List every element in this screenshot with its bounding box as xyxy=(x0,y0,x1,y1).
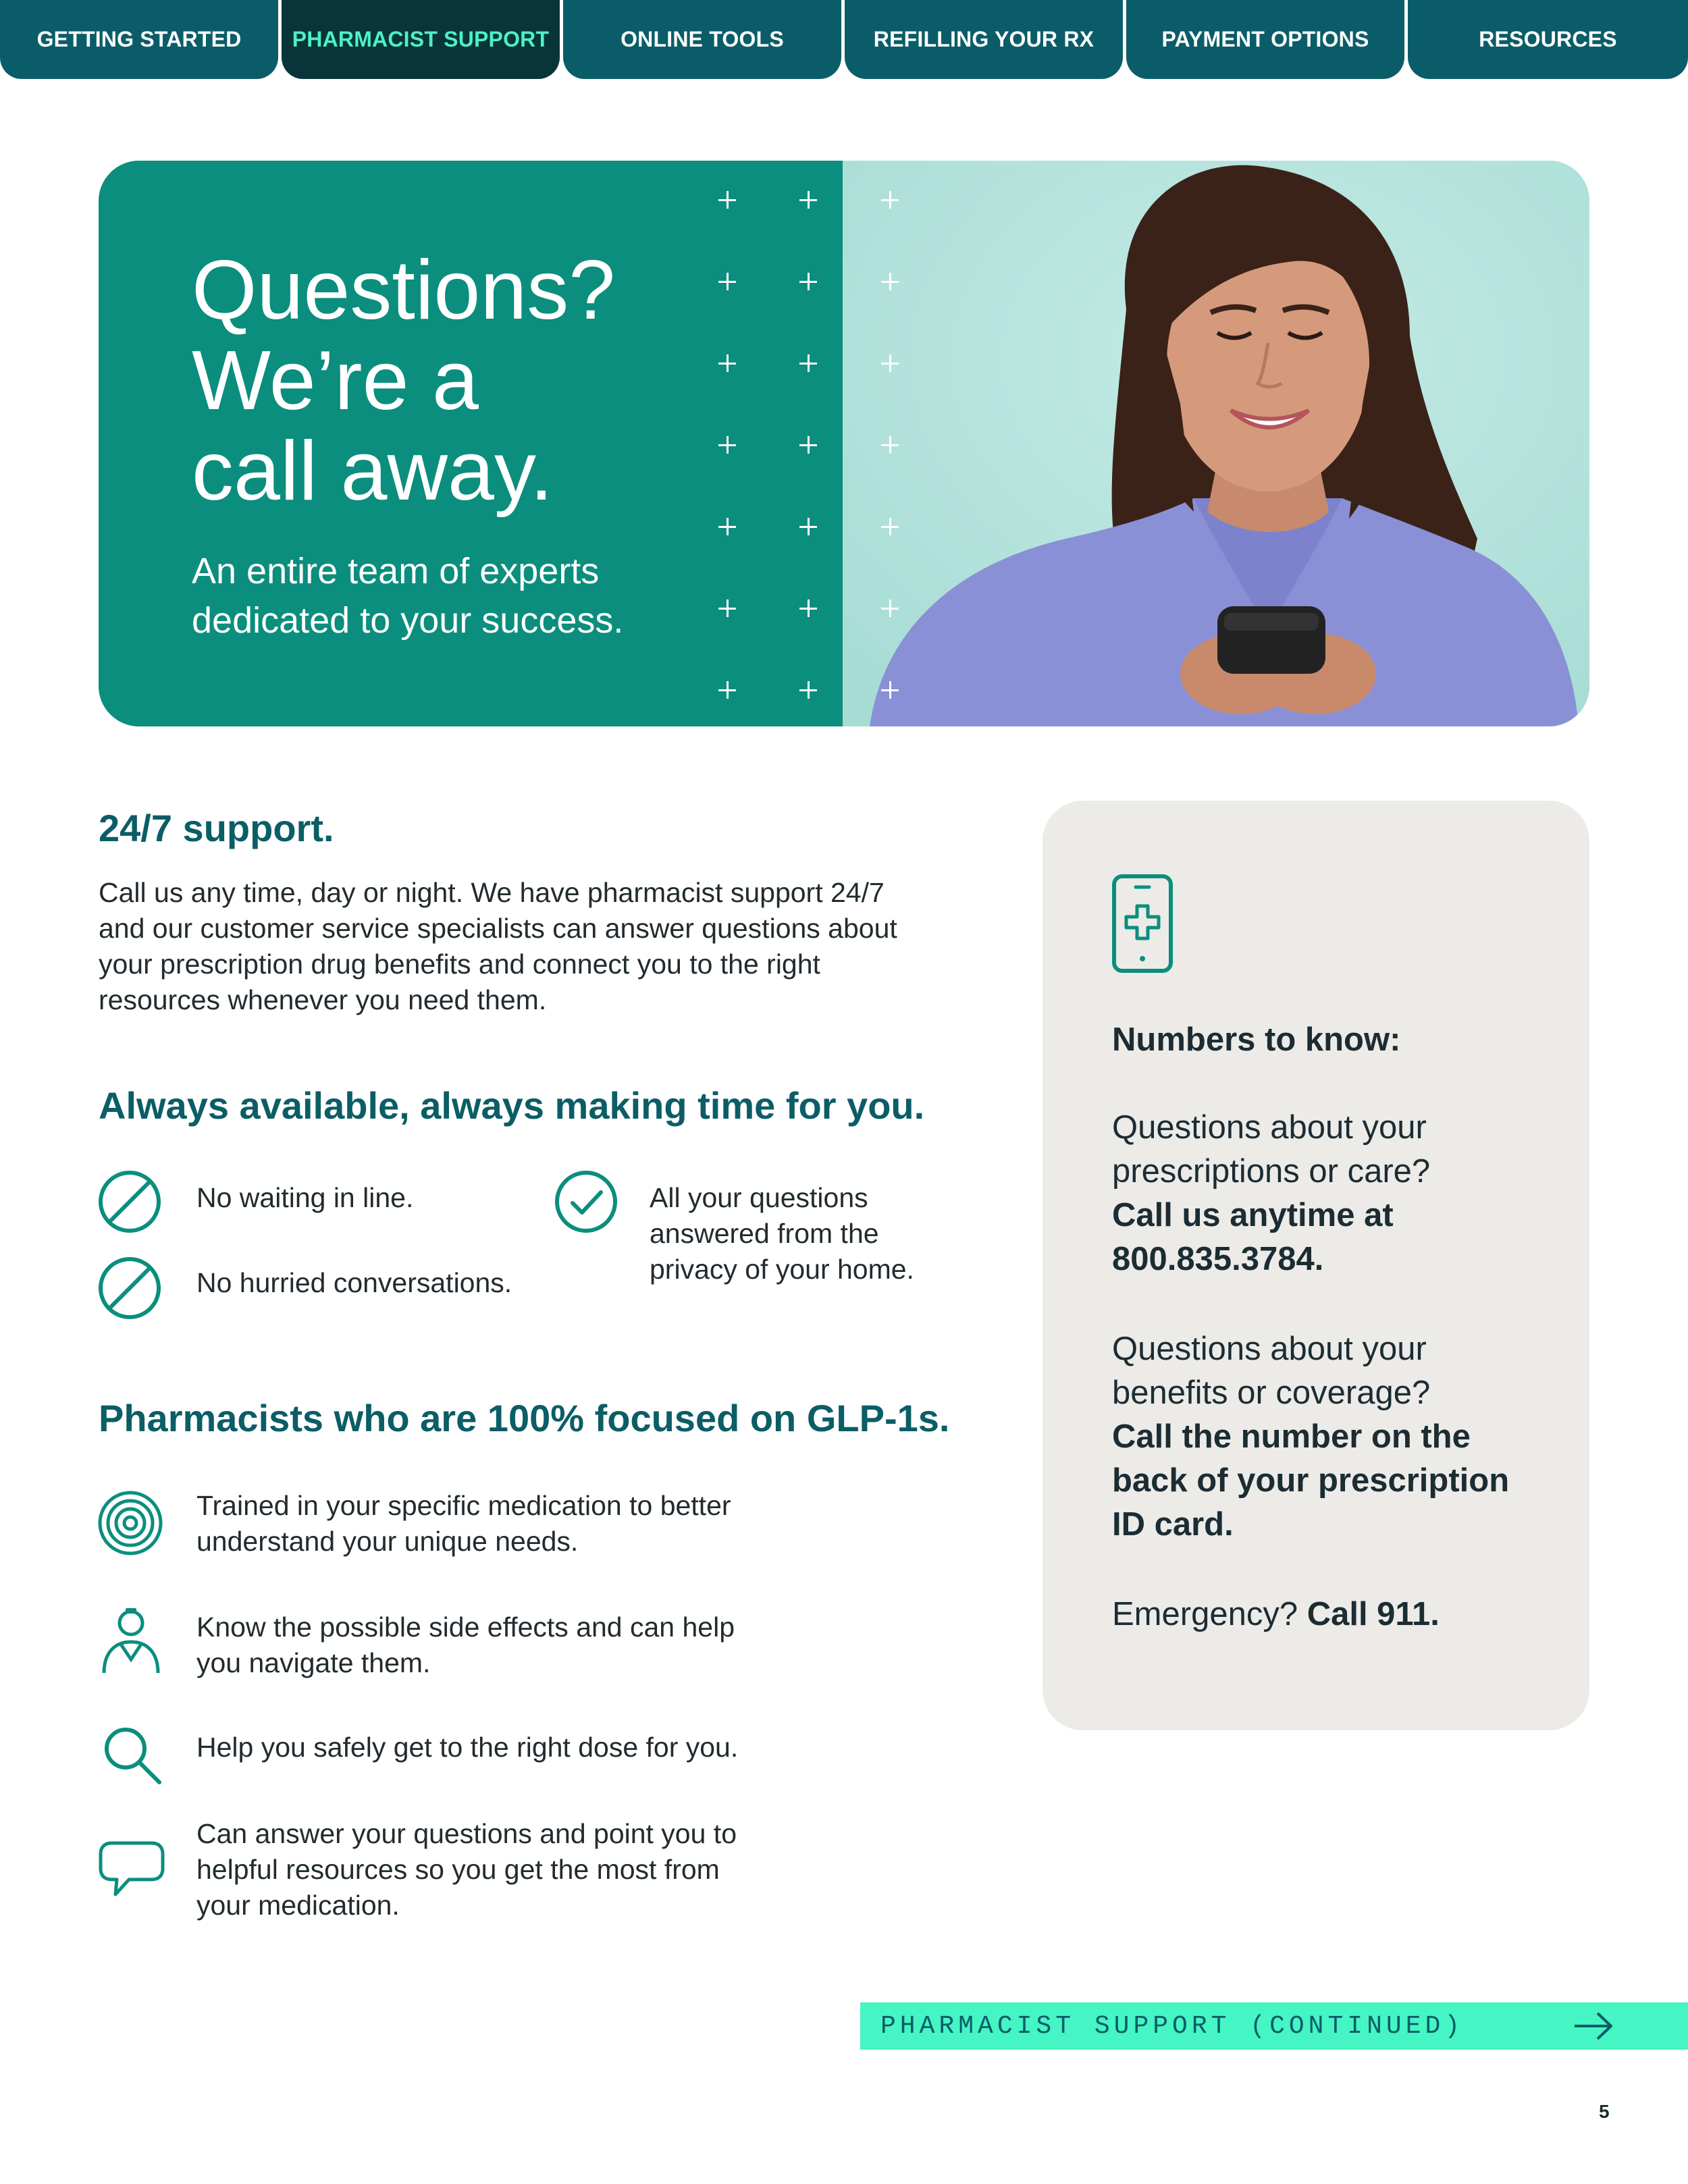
phone-medical-icon xyxy=(1111,874,1173,974)
pharmacist-item-line: you navigate them. xyxy=(196,1647,431,1678)
tab-refilling-your-rx[interactable]: REFILLING YOUR RX xyxy=(845,0,1123,79)
support-heading: 24/7 support. xyxy=(99,807,334,849)
speech-bubble-icon xyxy=(98,1839,165,1900)
tab-payment-options[interactable]: PAYMENT OPTIONS xyxy=(1126,0,1404,79)
hero-photo xyxy=(843,161,1589,726)
availability-heading: Always available, always making time for you. xyxy=(99,1084,925,1127)
availability-item-line: privacy of your home. xyxy=(650,1254,914,1285)
emergency-block xyxy=(1112,1593,1440,1636)
numbers-card xyxy=(1043,801,1589,1730)
availability-item: No waiting in line. xyxy=(196,1182,414,1213)
benefits-call-line: back of your prescription xyxy=(1112,1462,1510,1499)
pharmacist-item-line: Know the possible side effects and can help xyxy=(196,1612,735,1643)
hero-title-line: call away. xyxy=(192,425,554,518)
prohibited-icon xyxy=(97,1169,162,1234)
tab-resources[interactable]: RESOURCES xyxy=(1408,0,1688,79)
pharmacist-icon xyxy=(100,1608,162,1676)
pharmacist-item xyxy=(196,1816,737,1923)
hero-subtitle xyxy=(192,547,705,645)
continue-label: PHARMACIST SUPPORT (CONTINUED) xyxy=(880,2011,1465,2041)
availability-item-line: answered from the xyxy=(650,1218,879,1249)
continue-link[interactable] xyxy=(860,2002,1688,2050)
pharmacist-item xyxy=(196,1488,731,1560)
care-phone-number[interactable]: 800.835.3784. xyxy=(1112,1241,1324,1277)
support-body-line: your prescription drug benefits and connect you to the right xyxy=(99,949,820,980)
care-question-line: prescriptions or care? xyxy=(1112,1153,1431,1190)
pharmacist-item xyxy=(196,1609,735,1681)
support-body-line: Call us any time, day or night. We have pharmacist support 24/7 xyxy=(99,877,885,908)
prohibited-icon xyxy=(97,1256,162,1321)
availability-item: No hurried conversations. xyxy=(196,1267,512,1298)
availability-item-line: All your questions xyxy=(650,1182,868,1213)
card-heading: Numbers to know: xyxy=(1112,1021,1401,1058)
target-icon xyxy=(97,1489,164,1557)
pharmacist-item xyxy=(196,1730,738,1765)
pharmacists-heading: Pharmacists who are 100% focused on GLP-1s. xyxy=(99,1397,950,1439)
care-question-line: Questions about your xyxy=(1112,1109,1427,1146)
pharmacist-item-line: your medication. xyxy=(196,1890,400,1921)
tab-pharmacist-support[interactable]: PHARMACIST SUPPORT xyxy=(282,0,560,79)
care-block xyxy=(1112,1106,1430,1281)
support-body-line: and our customer service specialists can answer questions about xyxy=(99,913,897,944)
hero-subtitle-line: An entire team of experts xyxy=(192,551,600,591)
hero-title xyxy=(192,245,732,516)
emergency-question: Emergency? xyxy=(1112,1596,1298,1632)
availability-item xyxy=(650,1180,914,1287)
benefits-question-line: Questions about your xyxy=(1112,1331,1427,1367)
page-number: 5 xyxy=(1599,2101,1610,2122)
benefits-question-line: benefits or coverage? xyxy=(1112,1375,1431,1411)
tab-getting-started[interactable]: GETTING STARTED xyxy=(0,0,278,79)
care-phone-line: Call us anytime at xyxy=(1112,1197,1394,1233)
arrow-right-icon xyxy=(1573,2011,1614,2044)
top-nav xyxy=(0,0,1688,79)
hero-banner xyxy=(99,161,1589,726)
pharmacist-item-line: Help you safely get to the right dose for you. xyxy=(196,1732,739,1763)
pharmacist-item-line: Can answer your questions and point you to xyxy=(196,1818,737,1849)
pharmacist-item-line: Trained in your specific medication to better xyxy=(196,1490,731,1521)
benefits-block xyxy=(1112,1327,1509,1547)
benefits-call-line: ID card. xyxy=(1112,1506,1234,1543)
check-circle-icon xyxy=(554,1169,618,1234)
support-body xyxy=(99,875,949,1018)
hero-title-line: We’re a xyxy=(192,334,479,427)
tab-online-tools[interactable]: ONLINE TOOLS xyxy=(563,0,841,79)
search-icon xyxy=(100,1723,165,1788)
emergency-number[interactable]: Call 911. xyxy=(1307,1596,1440,1632)
pharmacist-item-line: understand your unique needs. xyxy=(196,1526,579,1557)
pharmacist-item-line: helpful resources so you get the most from xyxy=(196,1854,720,1885)
support-body-line: resources whenever you need them. xyxy=(99,984,547,1015)
hero-subtitle-line: dedicated to your success. xyxy=(192,600,624,641)
hero-title-line: Questions? xyxy=(192,244,616,337)
benefits-call-line: Call the number on the xyxy=(1112,1418,1471,1455)
